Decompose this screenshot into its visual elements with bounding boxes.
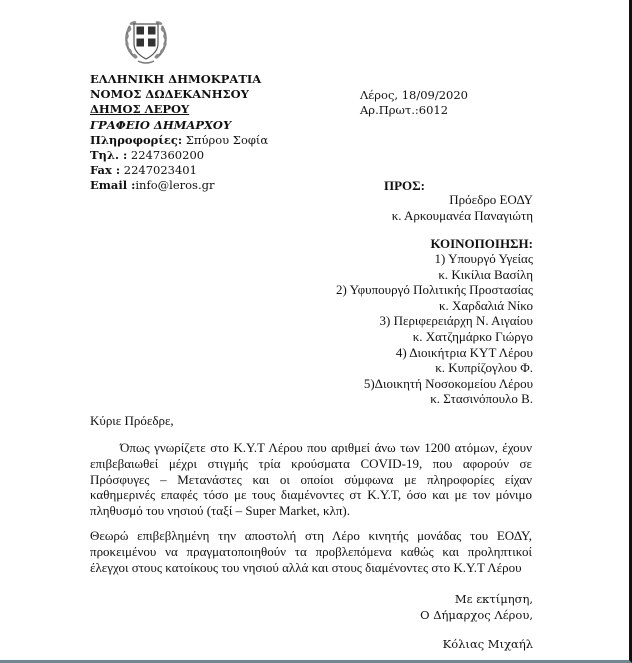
salutation: Κύριε Πρόεδρε,: [90, 413, 174, 428]
fax-label: Fax :: [90, 163, 121, 178]
sender-tel-row: [90, 148, 268, 163]
cc-line: κ. Κυπρίζογλου Φ.: [435, 360, 533, 376]
sender-fax-row: [90, 163, 268, 178]
cc-line: κ. Χατζημάρκο Γιώργο: [412, 328, 533, 344]
recipient-line: κ. Αρκουμανέα Παναγιώτη: [391, 208, 533, 223]
cc-line: κ. Χαρδαλιά Νίκο: [438, 297, 533, 313]
closing-block: [420, 592, 533, 623]
body-paragraph-2: Θεωρώ επιβεβλημένη την αποστολή στη Λέρο κινητής μονάδας του ΕΟΔΥ, προκειμένου να πραγματοποιηθούν τα προβλεπόμενα καθώς και προληπτικοί έλεγχοι στους κατοίκους του νησιού αλλά και στους διαμένοντες στο Κ.Υ.Τ Λέρου: [90, 528, 532, 575]
tel-label: Τηλ. :: [90, 148, 128, 163]
info-label: Πληροφορίες:: [90, 132, 183, 147]
sender-office: ΓΡΑΦΕΙΟ ΔΗΜΑΡΧΟΥ: [90, 117, 232, 132]
closing-regards: Με εκτίμηση,: [454, 592, 533, 606]
closing-title: Ο Δήμαρχος Λέρου,: [420, 607, 533, 622]
cc-line: 2) Υφυπουργό Πολιτικής Προστασίας: [336, 282, 533, 298]
email-value: info@leros.gr: [135, 178, 215, 193]
fax-value: 2247023401: [120, 163, 197, 178]
greek-coat-of-arms-icon: [120, 12, 172, 66]
cc-list: [336, 251, 533, 407]
cc-line: κ. Στασινόπουλο Β.: [430, 391, 533, 407]
cc-line: 1) Υπουργό Υγείας: [434, 251, 533, 266]
cc-label: ΚΟΙΝΟΠΟΙΗΣΗ:: [430, 236, 533, 251]
info-value: Σπύρου Σοφία: [182, 132, 269, 147]
protocol-number: Αρ.Πρωτ.:6012: [360, 103, 449, 118]
cc-line: κ. Κικίλια Βασίλη: [438, 266, 533, 282]
to-label: ΠΡΟΣ:: [384, 178, 425, 193]
sender-prefecture: ΝΟΜΟΣ ΔΩΔΕΚΑΝΗΣΟΥ: [90, 87, 249, 102]
cc-line: 4) Διοικήτρια ΚΥΤ Λέρου: [395, 344, 533, 360]
document-meta: [360, 88, 468, 118]
sender-block: [90, 72, 268, 194]
body-paragraph-1: Όπως γνωρίζετε στο Κ.Υ.Τ Λέρου που αριθμεί άνω των 1200 ατόμων, έχουν επιβεβαιωθεί μέχρι στιγμής τρία κρούσματα COVID-19, που αφορούν σε Πρόσφυγες – Μετανάστες και οι οποίοι σύμφωνα με πληροφορίες είχαν καθημερινές επαφές τόσο με τους διαμένοντες στ Κ.Υ.Τ, όσο και με τον μόνιμο πληθυσμό του νησιού (ταξί – Super Market, κλπ).: [90, 440, 532, 519]
sender-email-row: [90, 178, 268, 193]
signature-name: Κόλιας Μιχαήλ: [442, 637, 533, 651]
sender-info-row: [90, 133, 268, 148]
sender-country: ΕΛΛΗΝΙΚΗ ΔΗΜΟΚΡΑΤΙΑ: [90, 72, 262, 86]
cc-line: 5)Διοικητή Νοσοκομείου Λέρου: [363, 375, 533, 391]
place-date: Λέρος, 18/09/2020: [360, 88, 468, 102]
cc-line: 3) Περιφερειάρχη Ν. Αιγαίου: [379, 313, 533, 329]
sender-municipality: ΔΗΜΟΣ ΛΕΡΟΥ: [90, 102, 190, 117]
email-label: Email :: [90, 178, 136, 193]
recipient-block: [392, 192, 533, 224]
tel-value: 2247360200: [127, 148, 205, 163]
recipient-line: Πρόεδρο ΕΟΔΥ: [449, 192, 533, 207]
